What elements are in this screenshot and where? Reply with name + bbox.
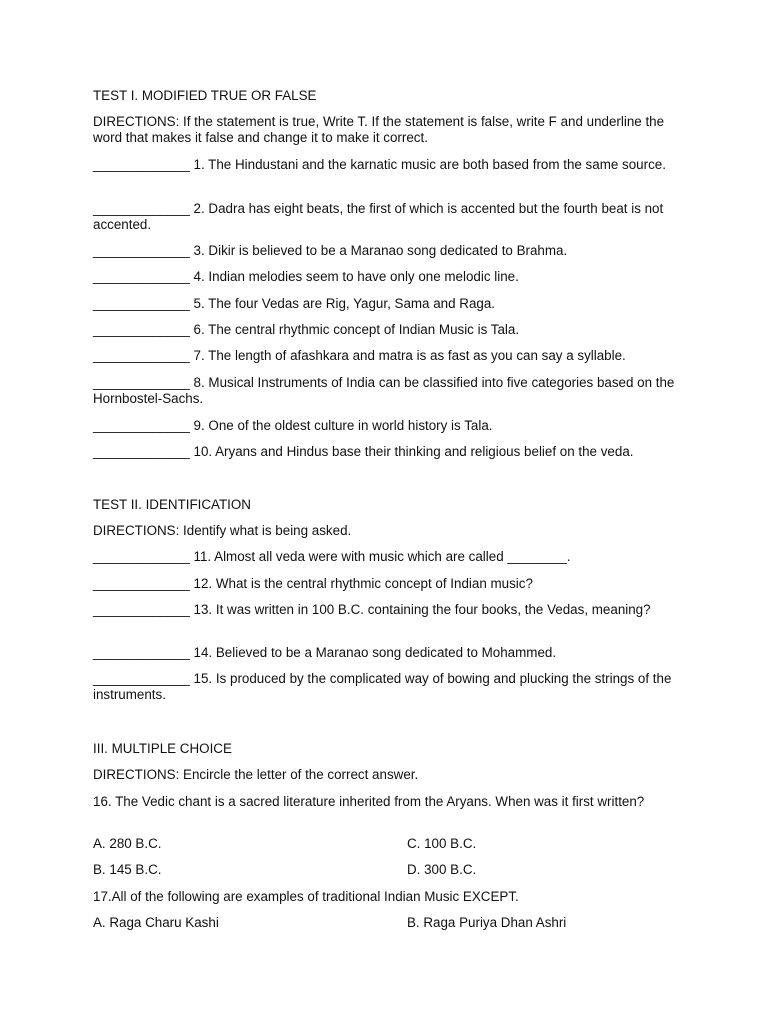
option-16-c: C. 100 B.C. bbox=[407, 836, 477, 851]
question-16-options-row-2 bbox=[93, 862, 685, 878]
question-12: _____________ 12. What is the central rhythmic concept of Indian music? bbox=[93, 576, 533, 591]
question-1: _____________ 1. The Hindustani and the karnatic music are both based from the same source. bbox=[93, 157, 666, 172]
option-16-a: A. 280 B.C. bbox=[93, 836, 162, 851]
question-16-options-row-1 bbox=[93, 836, 685, 852]
question-11: _____________ 11. Almost all veda were with music which are called ________. bbox=[93, 549, 571, 564]
test1-title: TEST I. MODIFIED TRUE OR FALSE bbox=[93, 88, 317, 103]
question-2: _____________ 2. Dadra has eight beats, the first of which is accented but the fourth beat is not accented. bbox=[93, 201, 664, 232]
question-10: _____________ 10. Aryans and Hindus base their thinking and religious belief on the veda. bbox=[93, 444, 634, 459]
question-14: _____________ 14. Believed to be a Maranao song dedicated to Mohammed. bbox=[93, 645, 557, 660]
question-17: 17.All of the following are examples of traditional Indian Music EXCEPT. bbox=[93, 889, 519, 904]
question-9: _____________ 9. One of the oldest culture in world history is Tala. bbox=[93, 418, 493, 433]
question-17-options-row-1 bbox=[93, 915, 685, 931]
question-7: _____________ 7. The length of afashkara and matra is as fast as you can say a syllable. bbox=[93, 348, 626, 363]
question-4: _____________ 4. Indian melodies seem to have only one melodic line. bbox=[93, 269, 519, 284]
test2-title: TEST II. IDENTIFICATION bbox=[93, 497, 251, 512]
question-8: _____________ 8. Musical Instruments of India can be classified into five categories based on the Hornbostel-Sachs. bbox=[93, 375, 675, 406]
question-5: _____________ 5. The four Vedas are Rig, Yagur, Sama and Raga. bbox=[93, 296, 496, 311]
question-13: _____________ 13. It was written in 100 B.C. containing the four books, the Vedas, meaning? bbox=[93, 602, 651, 617]
question-3: _____________ 3. Dikir is believed to be a Maranao song dedicated to Brahma. bbox=[93, 243, 568, 258]
question-16: 16. The Vedic chant is a sacred literature inherited from the Aryans. When was it first written? bbox=[93, 794, 645, 809]
option-17-a: A. Raga Charu Kashi bbox=[93, 915, 219, 930]
option-16-d: D. 300 B.C. bbox=[407, 862, 477, 877]
test2-directions: DIRECTIONS: Identify what is being asked. bbox=[93, 523, 352, 538]
test3-directions: DIRECTIONS: Encircle the letter of the correct answer. bbox=[93, 767, 419, 782]
question-15: _____________ 15. Is produced by the complicated way of bowing and plucking the strings of the instruments. bbox=[93, 671, 672, 702]
option-17-b: B. Raga Puriya Dhan Ashri bbox=[407, 915, 567, 930]
option-16-b: B. 145 B.C. bbox=[93, 862, 162, 877]
test1-directions: DIRECTIONS: If the statement is true, Write T. If the statement is false, write F and underline the word that makes it false and change it to make it correct. bbox=[93, 114, 665, 145]
test3-title: III. MULTIPLE CHOICE bbox=[93, 741, 232, 756]
question-6: _____________ 6. The central rhythmic concept of Indian Music is Tala. bbox=[93, 322, 520, 337]
